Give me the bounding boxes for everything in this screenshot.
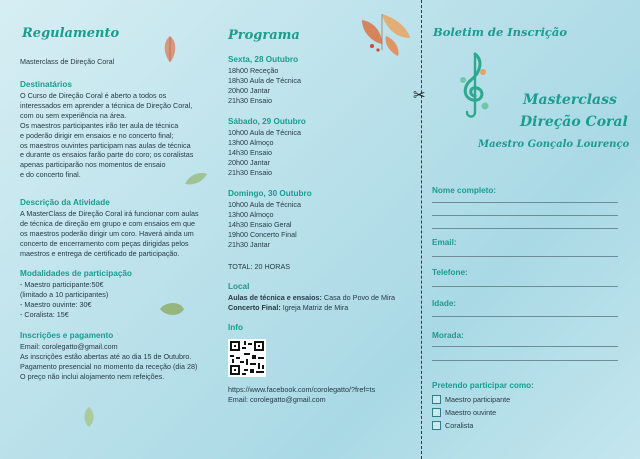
email-line[interactable] (432, 256, 618, 257)
day-schedule-2: 10h00 Aula de Técnica 13h00 Almoço 14h30 Ensaio 20h00 Jantar 21h30 Ensaio (228, 128, 301, 177)
facebook-link[interactable]: https://www.facebook.com/corolegatto/?fref=ts (228, 385, 376, 394)
morada-line-2[interactable] (432, 360, 618, 361)
qr-code-icon (228, 339, 266, 377)
idade-label: Idade: (432, 299, 457, 308)
nome-line-3[interactable] (432, 228, 618, 229)
boletim-title: Boletim de Inscrição (433, 25, 568, 39)
morada-line-1[interactable] (432, 346, 618, 347)
idade-line[interactable] (432, 316, 618, 317)
autumn-leaves-icon (352, 10, 414, 58)
inscricoes-text: Email: corolegatto@gmail.com As inscrições estão abertas até ao dia 15 de Outubro. Pagamento presencial no momento da receção (dia 28) O preço não inclui alojamento nem refeições. (20, 342, 198, 381)
destinatarios-text: O Curso de Direção Coral é aberto a todos os interessados em aprender a técnica de Direção Coral, com ou sem experiência na área. Os maestros participantes irão ter aula de técnica e poderão dirigir em ensaios e no concerto final; os maestros ouvintes participam nas aulas de técnica e durante os ensaios farão parte do coro; os coralistas apenas participarão nos momentos de ensaio e do concerto final. (20, 91, 194, 180)
regulamento-panel (0, 0, 210, 459)
local-text: Aulas de técnica e ensaios: Casa do Povo de Mira Concerto Final: Igreja Matriz de Mira (228, 293, 396, 312)
telefone-line[interactable] (432, 286, 618, 287)
modalidades-text: - Maestro participante:50€ (limitado a 10 participantes) - Maestro ouvinte: 30€ - Coralista: 15€ (20, 280, 109, 319)
day-heading-3: Domingo, 30 Outubro (228, 189, 312, 198)
coralista-label: Coralista (445, 421, 474, 430)
direcao-title: Direção Coral (520, 114, 628, 130)
maestro-ouvinte-label: Maestro ouvinte (445, 408, 497, 417)
day-heading-2: Sábado, 29 Outubro (228, 117, 306, 126)
day-schedule-3: 10h00 Aula de Técnica 13h00 Almoço 14h30 Ensaio Geral 19h00 Concerto Final 21h30 Jantar (228, 200, 301, 249)
leaf-icon (183, 170, 209, 188)
descricao-text: A MasterClass de Direção Coral irá funcionar com aulas de técnica de direção em grupo e com ensaios em que os maestros poderão dirigir um coro. Haverá ainda um concerto de encerramento com peças dirigidas pelos maestros e entrega de certificado de participação. (20, 209, 199, 258)
leaf-icon (158, 300, 186, 318)
pretendo-label: Pretendo participar como: (432, 381, 534, 390)
info-email[interactable]: Email: corolegatto@gmail.com (228, 394, 326, 404)
regulamento-subtitle: Masterclass de Direção Coral (20, 57, 115, 66)
scissors-icon: ✂ (413, 87, 426, 104)
programa-panel (212, 0, 417, 459)
telefone-label: Telefone: (432, 268, 468, 277)
cut-line (421, 0, 422, 459)
info-heading: Info (228, 323, 244, 332)
total-hours: TOTAL: 20 HORAS (228, 262, 291, 271)
morada-label: Morada: (432, 331, 464, 340)
coralista-checkbox[interactable] (432, 421, 441, 430)
info-text (228, 385, 375, 405)
nome-line-1[interactable] (432, 202, 618, 203)
maestro-name: Maestro Gonçalo Lourenço (478, 139, 630, 150)
maestro-participante-checkbox[interactable] (432, 395, 441, 404)
programa-title: Programa (228, 28, 300, 43)
email-label: Email: (432, 238, 457, 247)
leaf-icon (80, 405, 98, 429)
day-schedule-1: 18h00 Receção 18h30 Aula de Técnica 20h00 Jantar 21h30 Ensaio (228, 66, 301, 105)
maestro-ouvinte-checkbox[interactable] (432, 408, 441, 417)
inscricoes-heading: Inscrições e pagamento (20, 331, 114, 340)
regulamento-title: Regulamento (22, 26, 120, 41)
day-heading-1: Sexta, 28 Outubro (228, 55, 299, 64)
boletim-panel (425, 0, 640, 459)
descricao-heading: Descrição da Atividade (20, 198, 110, 207)
local-heading: Local (228, 282, 250, 291)
masterclass-title: Masterclass (523, 92, 617, 108)
modalidades-heading: Modalidades de participação (20, 269, 132, 278)
nome-label: Nome completo: (432, 186, 497, 195)
leaf-icon (160, 34, 180, 64)
nome-line-2[interactable] (432, 215, 618, 216)
maestro-participante-label: Maestro participante (445, 395, 511, 404)
treble-clef-icon (455, 50, 493, 122)
destinatarios-heading: Destinatários (20, 80, 72, 89)
